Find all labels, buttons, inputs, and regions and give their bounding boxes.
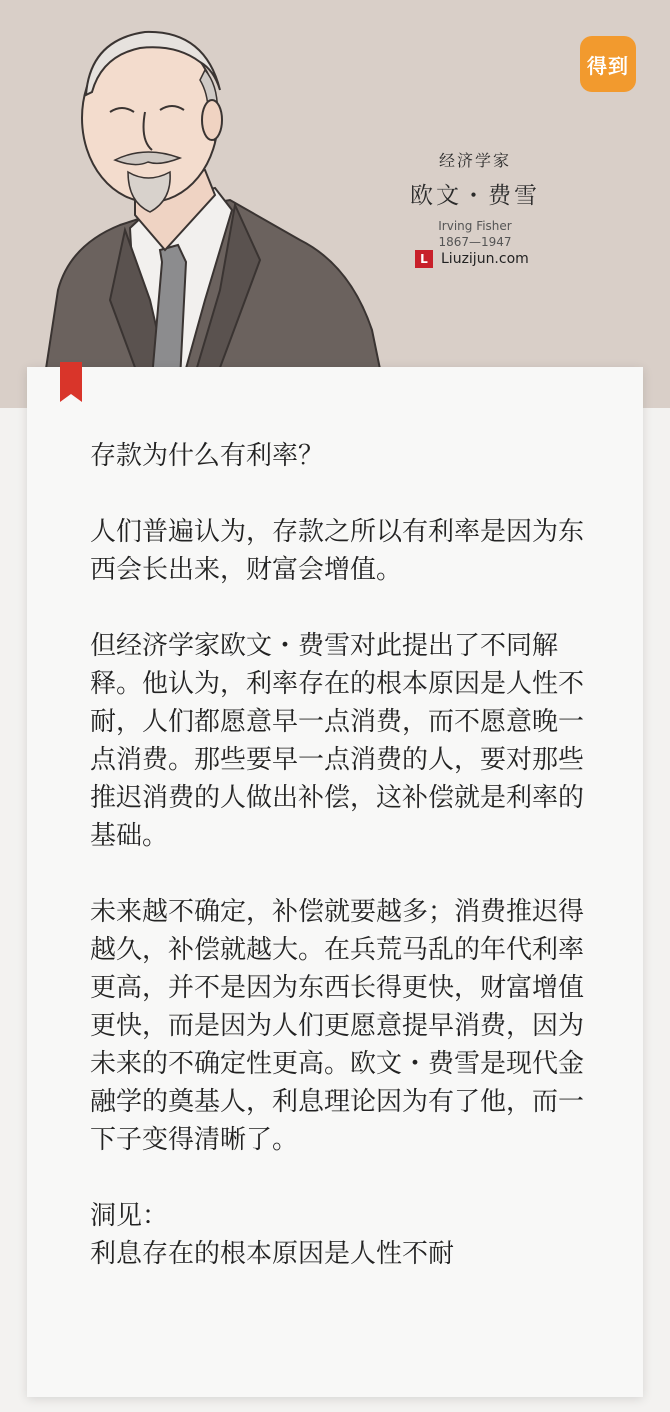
article-paragraph-1: 人们普遍认为，存款之所以有利率是因为东西会长出来，财富会增值。: [90, 517, 585, 585]
caption-name: 欧文・费雪: [410, 183, 540, 209]
caption-english-name: [405, 218, 545, 250]
portrait-illustration: [0, 0, 420, 408]
article-paragraph-2: 但经济学家欧文・费雪对此提出了不同解释。他认为，利率存在的根本原因是人性不耐，人们都愿意早一点消费，而不愿意晚一点消费。那些要早一点消费的人，要对那些推迟消费的人做出补偿，这补偿就是利率的基础。: [90, 631, 585, 851]
caption-years: 1867—1947: [438, 235, 512, 249]
article-paragraph-3: 未来越不确定，补偿就要越多；消费推迟得越久，补偿就越大。在兵荒马乱的年代利率更高，并不是因为东西长得更快，财富增值更快，而是因为人们更愿意提早消费，因为未来的不确定性更高。欧文・费雪是现代金融学的奠基人，利息理论因为有了他，而一下子变得清晰了。: [90, 897, 585, 1155]
article-body: [90, 437, 590, 1273]
article-question: 存款为什么有利率？: [90, 441, 325, 471]
caption-name-en: Irving Fisher: [438, 219, 512, 233]
site-credit: [415, 250, 529, 268]
caption-role: 经济学家: [438, 151, 511, 170]
bookmark-icon: [60, 362, 82, 402]
insight-label: 洞见：: [90, 1201, 169, 1231]
portrait-caption: [405, 148, 545, 250]
dedao-logo[interactable]: 得到: [580, 36, 636, 92]
insight-text: 利息存在的根本原因是人性不耐: [90, 1239, 455, 1269]
site-logo-icon: L: [415, 250, 433, 268]
site-url: Liuzijun.com: [441, 251, 529, 267]
